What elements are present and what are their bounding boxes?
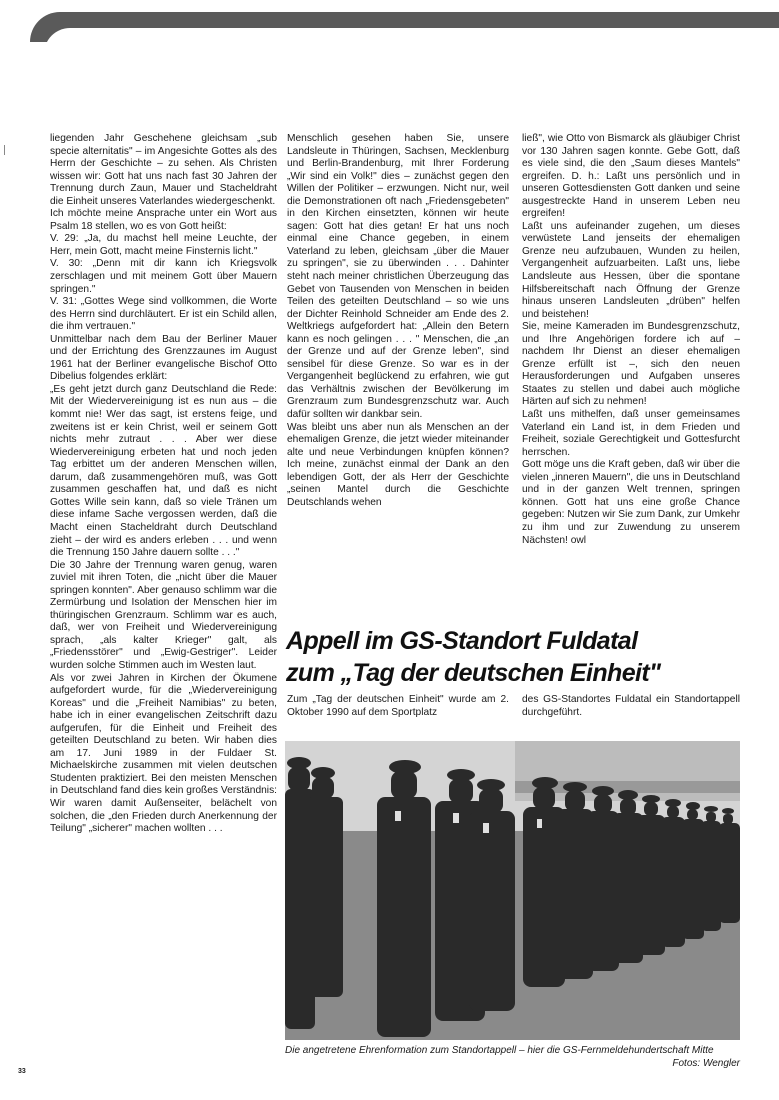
paragraph: Laßt uns mithelfen, daß unser gemeinsames Vaterland ein Land ist, in dem Frieden und Freiheit, soziale Gerechtigkeit und Gottesfurcht herrschen. xyxy=(522,409,740,458)
paragraph: Ich möchte meine Ansprache unter ein Wort aus Psalm 18 stellen, wo es von Gott heißt: xyxy=(50,208,277,232)
page-number: 33 xyxy=(18,1068,26,1075)
paragraph: Als vor zwei Jahren in Kirchen der Ökumene aufgefordert wurde, für die „Wiedervereinigung Koreas" und die „Freiheit Namibias" zu beten, habe ich in einer evangelischen Zeitschrift dazu aufgerufen, für die Einheit und Freiheit des geteilten Deutschland zu beten. Wir haben dies am 17. Juni 1989 in der Fuldaer St. Michaelskirche zusammen mit vielen deutschen Studenten praktiziert. Bei den meisten Menschen in Deutschland fand dies kein großes Verständnis: Wir waren damit Außenseiter, belächelt von solchen, die „den Frieden durch Anerkennung der Teilung" „sicherer" machen wollten . . . xyxy=(50,672,277,835)
article-photo xyxy=(285,741,740,1040)
paragraph: „Es geht jetzt durch ganz Deutschland die Rede: Mit der Wiedervereinigung ist es nun aus – die kommt nie! Wer das sagt, ist erstens feige, und zweitens ist er kein Christ, weil er seinem Gott nichts mehr zutraut . . . Aber wer diese Wiedervereinigung erbeten hat und noch jeden Tag erbittet um der anderen Menschen willen, darum, daß zusammengehören muß, was Gott zusammen geschaffen hat, und daß es nicht Gottes Wille sein kann, daß so viele Tränen um diese infame Sache vergossen werden, daß die Macht einen Stacheldraht durch Deutschland zieht – der wird es anders erleben . . . und wenn die Trennung 150 Jahre dauern sollte . . ." xyxy=(50,383,277,559)
paragraph: Gott möge uns die Kraft geben, daß wir über die vielen „inneren Mauern", die uns in Deutschland und in der ganzen Welt trennen, springen können. Gott hat uns eine große Chance gegeben: Nutzen wir Sie zum Dank, zur Umkehr zu ihm und zur Zuwendung zu unserem Nächsten! owl xyxy=(522,459,740,546)
text-column-3 xyxy=(522,133,740,547)
paragraph: Sie, meine Kameraden im Bundesgrenzschutz, und Ihre Angehörigen fordere ich auf – nachdem Ihr Dienst an dieser ehemaligen Grenze erfüllt ist –, sich den neuen Herausforderungen und Aufgaben unseres Staates zu stellen und dabei auch mögliche Härten auf sich zu nehmen! xyxy=(522,321,740,408)
header-band-cutout xyxy=(44,28,779,68)
text-column-1 xyxy=(50,133,277,836)
intro-text: Zum „Tag der deutschen Einheit" wurde am 2. Oktober 1990 auf dem Sportplatz xyxy=(287,694,509,718)
paragraph: ließ", wie Otto von Bismarck als gläubiger Christ vor 130 Jahren sagen konnte. Gebe Gott, daß es viele sind, die den „Saum dieses Mantels" ergreifen. D. h.: Laßt uns persönlich und in unseren Gottesdiensten Gott danken und seine ausgestreckte Hand in unserem Leben neu ergreifen! xyxy=(522,133,740,220)
paragraph: V. 29: „Ja, du machst hell meine Leuchte, der Herr, mein Gott, macht meine Finsternis licht." xyxy=(50,233,277,257)
photo-credit: Fotos: Wengler xyxy=(672,1057,740,1069)
paragraph: Unmittelbar nach dem Bau der Berliner Mauer und der Errichtung des Grenzzaunes im August 1961 hat der Berliner evangelische Bischof Otto Dibelius folgendes erklärt: xyxy=(50,333,277,383)
headline-line-1: Appell im GS-Standort Fuldatal xyxy=(286,627,638,655)
intro-text: des GS-Standortes Fuldatal ein Standortappell durchgeführt. xyxy=(522,694,740,718)
photo-caption xyxy=(285,1045,740,1070)
article-intro-right xyxy=(522,694,740,719)
text-column-2 xyxy=(287,133,509,509)
paragraph: Laßt uns aufeinander zugehen, um dieses verwüstete Land jenseits der ehemaligen Grenze neu aufzubauen, Wunden zu heilen, Vergangenheit aufzuarbeiten. Laßt uns, liebe Landsleute aus Hessen, über die spontane Hilfsbereitschaft nach Öffnung der Grenze hinaus unseren Landsleuten „drüben" helfen und beistehen! xyxy=(522,220,740,320)
paragraph: Menschlich gesehen haben Sie, unsere Landsleute in Thüringen, Sachsen, Mecklenburg und Berlin-Brandenburg, mit Ihrer Forderung „Wir sind ein Volk!" dies – zunächst gegen den Willen der Politiker – erzwungen. Nicht nur, weil die Demonstrationen oft nach „Friedensgebeten" in den Kirchen einsetzten, können wir heute sagen: Gott hat dies getan! Er hat uns noch einmal eine Chance gegeben, in einem Vaterland zu leben, gleichsam „über die Mauer zu springen", sie zu überwinden . . . Dahinter steht nach meiner christlichen Überzeugung das Gebet von Tausenden von Menschen in beiden Teilen des geteilten Deutschland – so wie uns der Dichter Reinhold Schneider am Ende des 2. Weltkriegs aufgefordert hat: „Allein den Betern kann es noch gelingen . . . " Menschen, die „an der Grenze und auf der Grenze leben", sind sensibel für diese Grenze. So war es in der Vergangenheit beglückend zu erfahren, wie gut das Verhältnis zwischen der Bevölkerung im Grenzraum zum Bundesgrenzschutz war. Auch dafür sollten wir dankbar sein. xyxy=(287,133,509,421)
paragraph: Was bleibt uns aber nun als Menschen an der ehemaligen Grenze, die jetzt wieder miteinander alte und neue Verbindungen knüpfen können? Ich meine, zunächst einmal der Dank an den lebendigen Gott, der als Herr der Geschichte „seinen Mantel durch die Geschichte Deutschlands wehen xyxy=(287,421,509,508)
paragraph: liegenden Jahr Geschehene gleichsam „sub specie alternitatis" – im Angesichte Gottes als des Herrn der Geschichte – zu sehen. Als Christen wissen wir: Gott hat uns nach fast 30 Jahren der Trennung durch Zaun, Mauer und Stacheldraht die Einheit unseres Vaterlandes wiedergeschenkt. xyxy=(50,133,277,207)
caption-text: Die angetretene Ehrenformation zum Standortappell – hier die GS-Fernmeldehundertschaft Mitte xyxy=(285,1045,714,1056)
paragraph: Die 30 Jahre der Trennung waren genug, waren zuviel mit ihren Toten, die „nicht über die Mauer springen konnten". Aber genauso schlimm war die Zermürbung und Isolation der Menschen hier im thüringischen Grenzraum. Schlimm war es auch, daß, wer von Freiheit und Wiedervereinigung sprach, „als kalter Krieger" galt, als „Friedensstörer" und „Ewig-Gestriger". Leider wurden solche Stimmen auch im Westen laut. xyxy=(50,559,277,671)
paragraph: V. 31: „Gottes Wege sind vollkommen, die Worte des Herrn sind durchläutert. Er ist ein Schild allen, die ihm vertrauen." xyxy=(50,296,277,333)
paragraph: V. 30: „Denn mit dir kann ich Kriegsvolk zerschlagen und mit meinem Gott über Mauern springen." xyxy=(50,258,277,295)
article-headline xyxy=(286,625,746,689)
article-intro-left xyxy=(287,694,509,719)
margin-mark xyxy=(4,145,5,155)
photo-illustration xyxy=(285,741,740,1040)
headline-line-2: zum „Tag der deutschen Einheit" xyxy=(286,659,661,687)
